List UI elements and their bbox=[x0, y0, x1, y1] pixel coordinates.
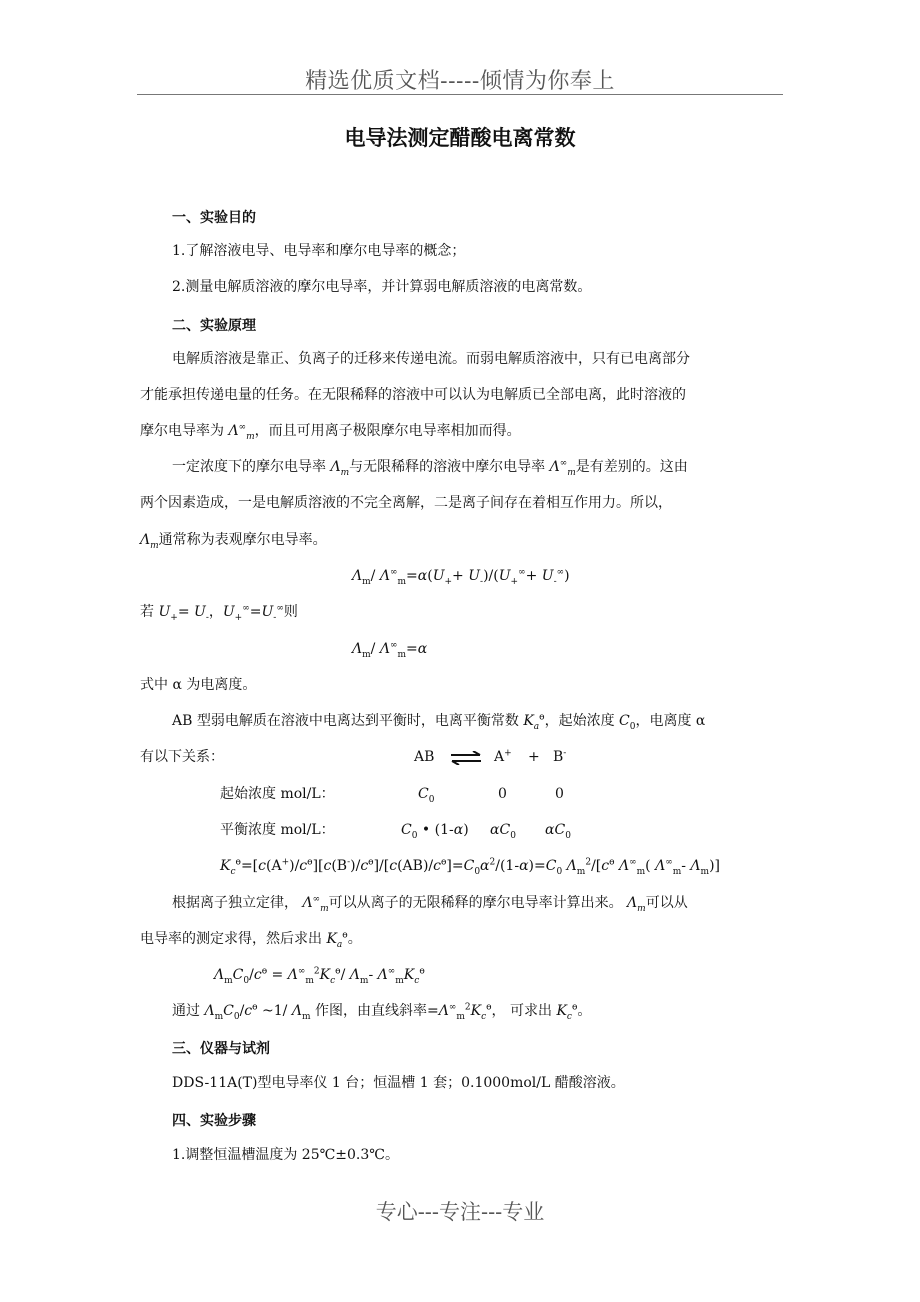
equation-alpha: $\Lambda_m/$ $\Lambda^\infty_m=\alpha$ bbox=[352, 640, 428, 660]
text-fragment: 与无限稀释的溶液中摩尔电导率 bbox=[349, 459, 546, 475]
equil-conc-label: 平衡浓度 mol/L： bbox=[220, 822, 335, 838]
principle-p2-line3 bbox=[140, 531, 327, 549]
document-title: 电导法测定醋酸电离常数 bbox=[344, 125, 576, 150]
text-fragment: ，起始浓度 bbox=[544, 713, 615, 729]
principle-p4-line1 bbox=[172, 894, 688, 912]
equation-linear: $\Lambda_mC_0/c^ө = \Lambda^\infty_m^2K_c^ө/$ $\Lambda_m-$ $\Lambda^\infty_mK_c^ө$ bbox=[214, 966, 425, 986]
reactant-ab: AB bbox=[414, 749, 435, 765]
text-fragment: 若 bbox=[140, 604, 154, 620]
product-b-minus: B- bbox=[553, 748, 567, 765]
initial-conc-a: 0 bbox=[498, 786, 507, 802]
reaction-plus: + bbox=[528, 749, 540, 765]
condition-line: 若 $U_+= U_-$，$U_+^\infty=U_-^\infty$则 bbox=[140, 603, 298, 623]
principle-p5: 通过 $\Lambda_mC_0/c^ө$ ~1/ $\Lambda_m$ 作图，由直线斜率$=\Lambda^\infty_m^2K_c^ө$， 可求出 $K_c^ө$。 bbox=[172, 1002, 592, 1022]
text-fragment: ，而且可用离子极限摩尔电导率相加而得。 bbox=[254, 423, 521, 439]
section-heading-purpose: 一、实验目的 bbox=[172, 210, 256, 226]
lambda-m-symbol: $\Lambda_m$ bbox=[140, 532, 159, 551]
principle-p1-line3 bbox=[140, 422, 521, 440]
principle-p2-line2: 两个因素造成，一是电解质溶液的不完全离解，二是离子间存在着相互作用力。所以， bbox=[140, 495, 672, 511]
purpose-item-2: 2.测量电解质溶液的摩尔电导率，并计算弱电解质溶液的电离常数。 bbox=[172, 279, 592, 295]
page-header: 精选优质文档-----倾情为你奉上 bbox=[305, 69, 615, 94]
equil-conc-ab: $C_0$ • (1-α) bbox=[401, 822, 469, 841]
text-fragment: B bbox=[553, 749, 564, 765]
product-a-plus: A+ bbox=[494, 748, 512, 765]
text-fragment: 通常称为表观摩尔电导率。 bbox=[158, 532, 327, 548]
equil-conc-b: $\alpha C_0$ bbox=[545, 822, 571, 841]
initial-conc-b: 0 bbox=[555, 786, 564, 802]
purpose-item-1: 1.了解溶液电导、电导率和摩尔电导率的概念； bbox=[172, 243, 466, 259]
principle-p1-line2: 才能承担传递电量的任务。在无限稀释的溶液中可以认为电解质已全部电离，此时溶液的 bbox=[140, 387, 686, 403]
text-fragment: AB 型弱电解质在溶液中电离达到平衡时，电离平衡常数 bbox=[172, 713, 519, 729]
text-fragment: 摩尔电导率为 bbox=[140, 423, 224, 439]
text-fragment: 则 bbox=[283, 604, 298, 620]
text-fragment: 一定浓度下的摩尔电导率 bbox=[172, 459, 326, 475]
text-fragment: ， 可求出 bbox=[491, 1003, 552, 1019]
lambda-m-symbol: $\Lambda_m$ bbox=[330, 459, 350, 478]
section-heading-steps: 四、实验步骤 bbox=[172, 1113, 256, 1129]
lambda-m-symbol: $\Lambda_m$ bbox=[622, 895, 646, 914]
text-fragment: 是有差别的。这由 bbox=[575, 459, 688, 475]
text-fragment: 根据离子独立定律， bbox=[172, 895, 298, 911]
instruments-text: DDS-11A(T)型电导率仪 1 台；恒温槽 1 套；0.1000mol/L 醋酸溶液。 bbox=[172, 1075, 625, 1091]
text-fragment: A bbox=[494, 749, 505, 765]
text-fragment: 可以从 bbox=[645, 895, 688, 911]
principle-p3-line2: 有以下关系： bbox=[140, 749, 224, 765]
text-fragment: ，电离度 α bbox=[635, 713, 706, 729]
page-footer: 专心---专注---专业 bbox=[375, 1200, 545, 1224]
lambda-inf-symbol: $\Lambda^\infty_m$ bbox=[549, 458, 576, 478]
alpha-definition: 式中 α 为电离度。 bbox=[140, 677, 257, 693]
lambda-inf-symbol: $\Lambda^\infty_m$ bbox=[298, 894, 329, 914]
text-fragment: 电导率的测定求得，然后求出 bbox=[140, 931, 322, 947]
equation-kc: $K_c^ө=[c(A^+)/c^ө][c(B^-)/c^ө]/[c(AB)/c^ө]=C_0\alpha^2/(1-\alpha)=C_0$ $\Lambda_m^2/[c^ө$ $\Lambda^\infty_m$( $\Lambda^\infty_m-$ $\Lambda_m$)] bbox=[220, 857, 721, 877]
section-heading-instruments: 三、仪器与试剂 bbox=[172, 1041, 270, 1057]
principle-p2-line1 bbox=[172, 458, 688, 476]
header-rule bbox=[137, 94, 783, 95]
lambda-inf-symbol: $\Lambda^\infty_m$ bbox=[228, 422, 255, 442]
text-fragment: 可以从离子的无限稀释的摩尔电导率计算出来。 bbox=[328, 895, 623, 911]
principle-p1-line1: 电解质溶液是靠正、负离子的迁移来传递电流。而弱电解质溶液中，只有已电离部分 bbox=[172, 351, 690, 367]
section-heading-principle: 二、实验原理 bbox=[172, 318, 256, 334]
text-fragment: 通过 bbox=[172, 1003, 200, 1019]
principle-p4-line2: 电导率的测定求得，然后求出 $K_a^ө$。 bbox=[140, 930, 362, 950]
initial-conc-c0: $C_0$ bbox=[418, 786, 435, 805]
step-1: 1.调整恒温槽温度为 25℃±0.3℃。 bbox=[172, 1147, 399, 1163]
equation-conductance-ratio: $\Lambda_m/$ $\Lambda^\infty_m=\alpha(U_++ U_-)/(U_+^\infty+ U_-^\infty)$ bbox=[352, 567, 570, 587]
text-fragment: 作图，由直线斜率= bbox=[314, 1003, 439, 1019]
principle-p3-line1: AB 型弱电解质在溶液中电离达到平衡时，电离平衡常数 $K_a^ө$，起始浓度 $C_0$，电离度 α bbox=[172, 712, 706, 732]
initial-conc-label: 起始浓度 mol/L： bbox=[220, 786, 335, 802]
equil-conc-a: $\alpha C_0$ bbox=[490, 822, 516, 841]
equilibrium-arrow-icon bbox=[450, 751, 482, 765]
